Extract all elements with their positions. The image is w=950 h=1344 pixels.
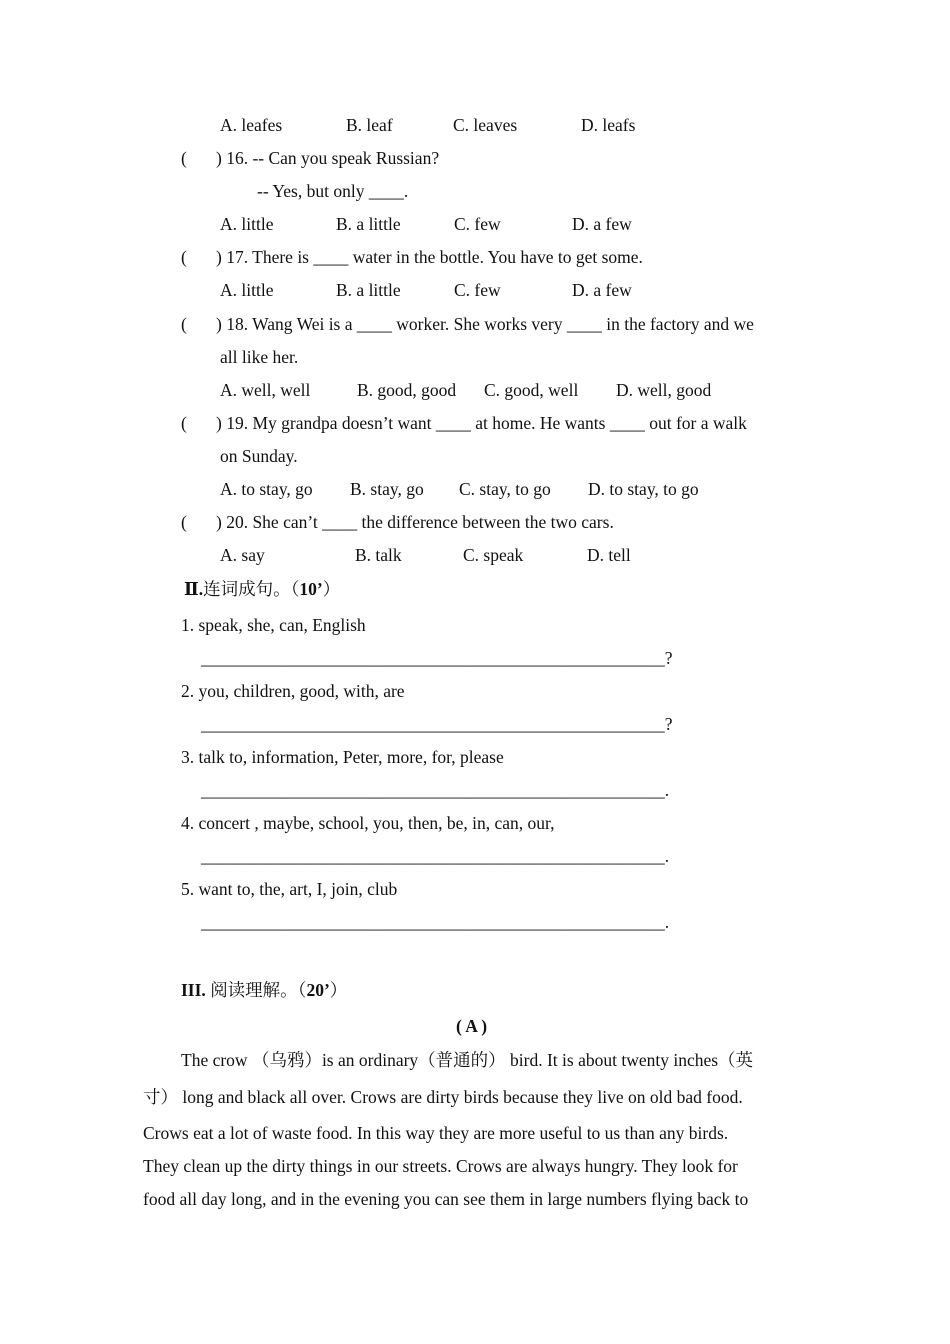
q18-option-b: B. good, good	[357, 380, 457, 400]
q20-option-b: B. talk	[355, 545, 402, 565]
q15-option-c: C. leaves	[453, 115, 518, 135]
q16-stem: ) 16. -- Can you speak Russian?	[216, 148, 440, 168]
q15-option-d: D. leafs	[581, 115, 636, 135]
q15-option-a: A. leafes	[220, 115, 283, 135]
section-2-close: ）	[322, 579, 341, 599]
q17-paren: (	[181, 247, 187, 267]
s2-item-2-prompt: 2. you, children, good, with, are	[181, 681, 405, 701]
q20-option-a: A. say	[220, 545, 265, 565]
q20-option-c: C. speak	[463, 545, 524, 565]
q19-option-d: D. to stay, to go	[588, 479, 699, 499]
q19-stem-line2: on Sunday.	[220, 446, 298, 466]
section-3-score: 20’	[306, 980, 330, 1000]
passage-line-4: They clean up the dirty things in our streets. Crows are always hungry. They look for	[143, 1156, 738, 1176]
passage-line-3: Crows eat a lot of waste food. In this way they are more useful to us than any birds.	[143, 1123, 729, 1143]
section-3-roman: III.	[181, 980, 206, 1000]
q19-option-b: B. stay, go	[350, 479, 424, 499]
passage-line-2: 寸） long and black all over. Crows are dirty birds because they live on old bad food.	[143, 1087, 743, 1107]
section-3-title: 阅读理解。（	[210, 980, 307, 1000]
section-2-title: 连词成句。（	[203, 579, 300, 599]
q16-option-b: B. a little	[336, 214, 401, 234]
q17-option-c: C. few	[454, 280, 501, 300]
q18-option-c: C. good, well	[484, 380, 579, 400]
s2-item-3-answer-line[interactable]: _____________________________________________________.	[201, 780, 670, 800]
s2-item-1-answer-line[interactable]: _____________________________________________________?	[201, 648, 673, 668]
q16-stem-line2: -- Yes, but only ____.	[257, 181, 409, 201]
s2-item-5-prompt: 5. want to, the, art, I, join, club	[181, 879, 398, 899]
q19-paren: (	[181, 413, 187, 433]
s2-item-4-answer-line[interactable]: _____________________________________________________.	[201, 846, 670, 866]
q20-option-d: D. tell	[587, 545, 631, 565]
q16-paren: (	[181, 148, 187, 168]
q16-option-a: A. little	[220, 214, 274, 234]
q19-option-a: A. to stay, go	[220, 479, 313, 499]
q18-stem: ) 18. Wang Wei is a ____ worker. She works very ____ in the factory and we	[216, 314, 754, 334]
q17-option-a: A. little	[220, 280, 274, 300]
section-3-heading	[181, 979, 347, 1001]
passage-line-1: The crow （乌鸦）is an ordinary（普通的） bird. It is about twenty inches（英	[181, 1050, 754, 1070]
q17-option-d: D. a few	[572, 280, 632, 300]
q18-paren: (	[181, 314, 187, 334]
q17-stem: ) 17. There is ____ water in the bottle. You have to get some.	[216, 247, 643, 267]
q16-option-c: C. few	[454, 214, 501, 234]
q17-option-b: B. a little	[336, 280, 401, 300]
section-3-close: ）	[329, 980, 348, 1000]
q15-option-b: B. leaf	[346, 115, 393, 135]
s2-item-4-prompt: 4. concert , maybe, school, you, then, be, in, can, our,	[181, 813, 555, 833]
section-2-score: 10’	[299, 579, 323, 599]
q18-option-a: A. well, well	[220, 380, 311, 400]
q19-stem: ) 19. My grandpa doesn’t want ____ at home. He wants ____ out for a walk	[216, 413, 747, 433]
q18-option-d: D. well, good	[616, 380, 712, 400]
s2-item-5-answer-line[interactable]: _____________________________________________________.	[201, 912, 670, 932]
q18-stem-line2: all like her.	[220, 347, 299, 367]
section-2-roman: Ⅱ.	[184, 579, 204, 599]
s2-item-3-prompt: 3. talk to, information, Peter, more, for, please	[181, 747, 504, 767]
passage-line-5: food all day long, and in the evening you can see them in large numbers flying back to	[143, 1189, 749, 1209]
q20-stem: ) 20. She can’t ____ the difference between the two cars.	[216, 512, 614, 532]
section-2-heading	[184, 578, 340, 600]
q20-paren: (	[181, 512, 187, 532]
s2-item-1-prompt: 1. speak, she, can, English	[181, 615, 366, 635]
passage-label: ( A )	[456, 1016, 488, 1036]
q19-option-c: C. stay, to go	[459, 479, 551, 499]
s2-item-2-answer-line[interactable]: _____________________________________________________?	[201, 714, 673, 734]
q16-option-d: D. a few	[572, 214, 632, 234]
